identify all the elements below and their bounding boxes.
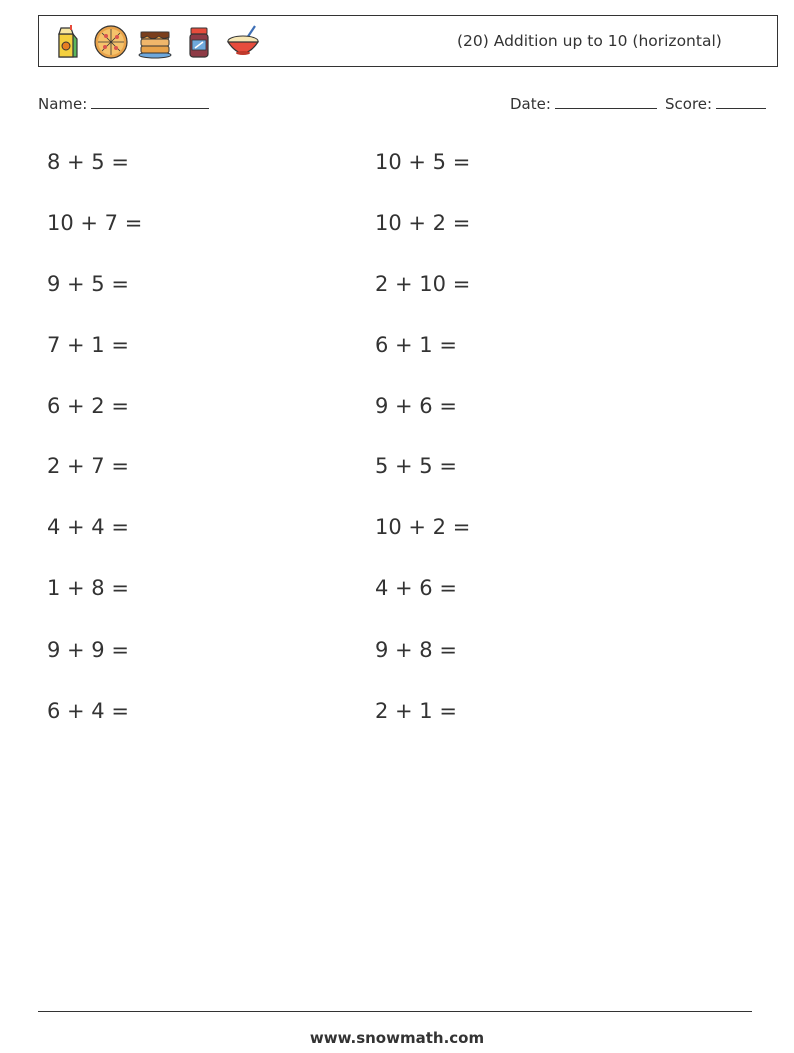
problem-item: 9 + 5 = xyxy=(47,272,129,296)
problem-item: 10 + 2 = xyxy=(375,211,471,235)
footer-divider xyxy=(38,1011,752,1012)
score-label: Score: xyxy=(665,95,713,113)
problem-item: 10 + 2 = xyxy=(375,515,471,539)
juice-carton-icon xyxy=(49,24,85,60)
problem-item: 8 + 5 = xyxy=(47,150,129,174)
problem-item: 10 + 7 = xyxy=(47,211,143,235)
name-label: Name: xyxy=(38,95,88,113)
pizza-icon xyxy=(93,24,129,60)
rice-bowl-icon xyxy=(225,24,261,60)
problem-item: 6 + 1 = xyxy=(375,333,457,357)
worksheet-title: (20) Addition up to 10 (horizontal) xyxy=(457,32,722,50)
problem-item: 9 + 9 = xyxy=(47,638,129,662)
problem-item: 5 + 5 = xyxy=(375,454,457,478)
problem-item: 2 + 1 = xyxy=(375,699,457,723)
name-blank[interactable] xyxy=(91,94,209,109)
header-icons xyxy=(49,21,261,63)
date-label: Date: xyxy=(510,95,551,113)
problem-item: 2 + 10 = xyxy=(375,272,471,296)
worksheet-header xyxy=(38,15,778,67)
problem-item: 7 + 1 = xyxy=(47,333,129,357)
name-field xyxy=(38,94,209,113)
problem-item: 9 + 8 = xyxy=(375,638,457,662)
score-blank[interactable] xyxy=(716,94,766,109)
problem-item: 10 + 5 = xyxy=(375,150,471,174)
date-blank[interactable] xyxy=(555,94,657,109)
jam-jar-icon xyxy=(181,24,217,60)
score-field xyxy=(665,94,766,113)
problem-item: 2 + 7 = xyxy=(47,454,129,478)
problem-item: 9 + 6 = xyxy=(375,394,457,418)
problem-item: 4 + 6 = xyxy=(375,576,457,600)
problem-item: 6 + 2 = xyxy=(47,394,129,418)
problem-item: 6 + 4 = xyxy=(47,699,129,723)
pancakes-icon xyxy=(137,24,173,60)
problem-item: 1 + 8 = xyxy=(47,576,129,600)
footer-site-link[interactable]: www.snowmath.com xyxy=(309,1029,485,1047)
date-field xyxy=(510,94,657,113)
problem-item: 4 + 4 = xyxy=(47,515,129,539)
